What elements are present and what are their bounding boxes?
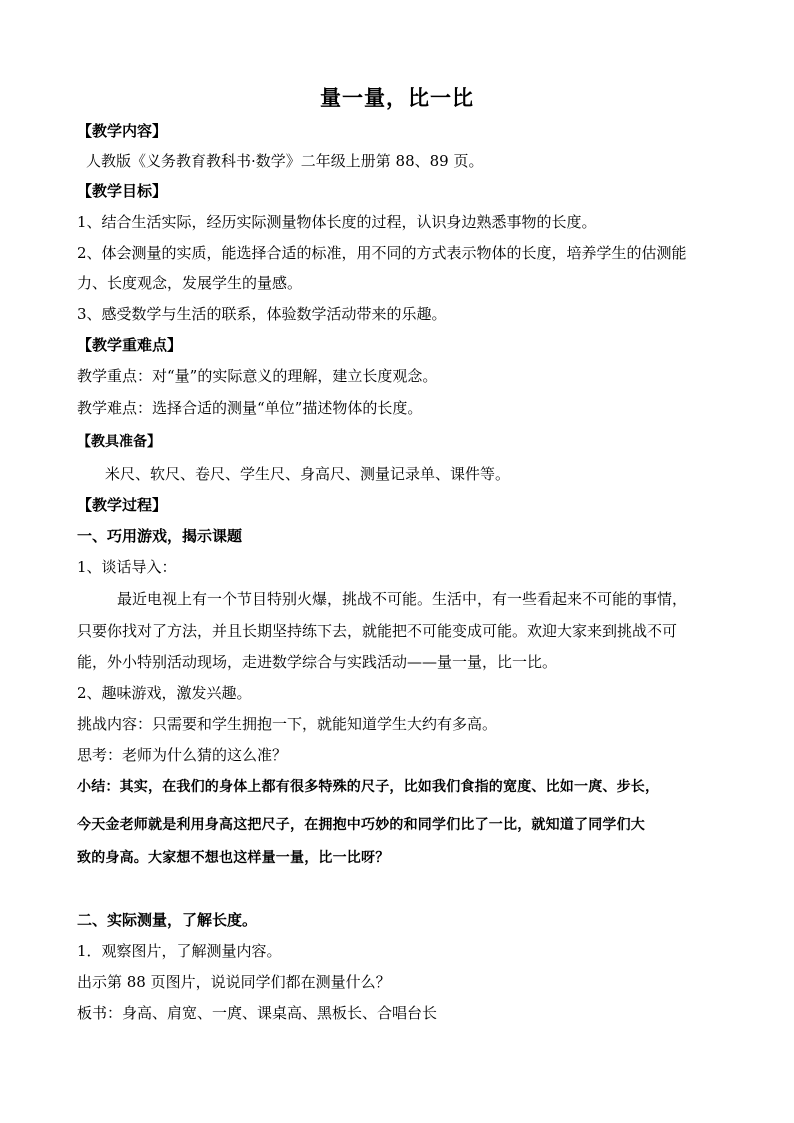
content-text: 人教版《义务教育教科书·数学》二年级上册第 88、89 页。: [86, 152, 484, 170]
summary-line-2: 今天金老师就是利用身高这把尺子，在拥抱中巧妙的和同学们比了一比，就知道了同学们大: [77, 817, 645, 833]
tools-heading: 【教具准备】: [77, 434, 161, 450]
question: 思考：老师为什么猜的这么准？: [77, 746, 288, 764]
key-point: 教学重点：对“量”的实际意义的理解，建立长度观念。: [77, 367, 438, 385]
process-heading: 【教学过程】: [77, 496, 168, 514]
part-2-title: 二、实际测量，了解长度。: [77, 911, 258, 929]
goal-1: 1、结合生活实际，经历实际测量物体长度的过程，认识身边熟悉事物的长度。: [77, 213, 597, 231]
goal-3: 3、感受数学与生活的联系，体验数学活动带来的乐趣。: [77, 305, 447, 323]
show-picture: 出示第 88 页图片，说说同学们都在测量什么？: [77, 973, 391, 991]
content-heading: 【教学内容】: [77, 122, 168, 140]
summary-line-1: 小结：其实，在我们的身体上都有很多特殊的尺子，比如我们食指的宽度、比如一庹、步长，: [77, 779, 660, 795]
key-heading: 【教学重难点】: [77, 336, 183, 354]
board: 板书：身高、肩宽、一庹、课桌高、黑板长、合唱台长: [77, 1004, 438, 1022]
part-1-title: 一、巧用游戏，揭示课题: [77, 527, 243, 545]
part-2-step-1: 1．观察图片，了解测量内容。: [77, 942, 282, 960]
intro-line-1: 最近电视上有一个节目特别火爆，挑战不可能。生活中，有一些看起来不可能的事情，: [117, 590, 688, 608]
goal-2-line-2: 力、长度观念，发展学生的量感。: [77, 274, 303, 292]
page-title: 量一量，比一比: [320, 86, 474, 110]
intro-line-3: 能，外小特别活动现场，走进数学综合与实践活动——量一量，比一比。: [77, 653, 558, 671]
part-1-step-2: 2、趣味游戏，激发兴趣。: [77, 684, 252, 702]
part-1-step-1: 1、谈话导入：: [77, 558, 177, 576]
intro-line-2: 只要你找对了方法，并且长期坚持练下去，就能把不可能变成可能。欢迎大家来到挑战不可: [77, 622, 678, 640]
summary-line-3: 致的身高。大家想不想也这样量一量，比一比呀？: [77, 850, 390, 866]
goals-heading: 【教学目标】: [77, 182, 168, 200]
goal-2-line-1: 2、体会测量的实质，能选择合适的标准，用不同的方式表示物体的长度，培养学生的估测能: [77, 244, 687, 262]
challenge: 挑战内容：只需要和学生拥抱一下，就能知道学生大约有多高。: [77, 715, 498, 733]
tools-text: 米尺、软尺、卷尺、学生尺、身高尺、测量记录单、课件等。: [105, 465, 511, 483]
difficulty: 教学难点：选择合适的测量“单位”描述物体的长度。: [77, 399, 423, 417]
